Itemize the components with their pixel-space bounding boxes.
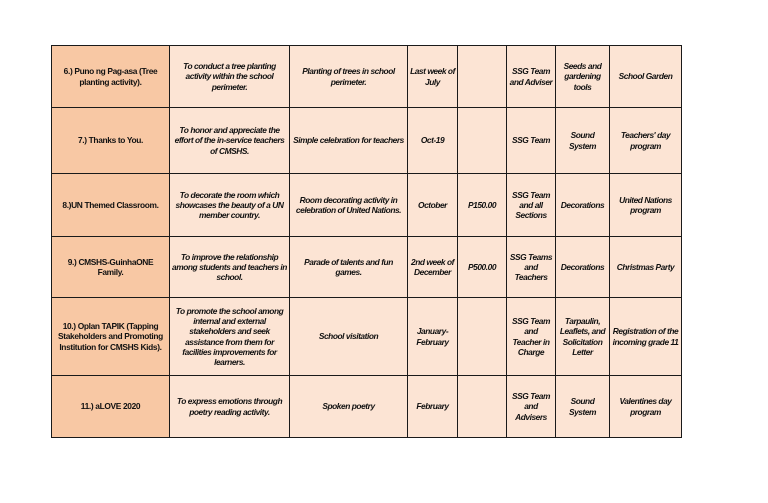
persons-involved-cell: SSG Team and all Sections [507, 174, 556, 237]
persons-involved-cell: SSG Team and Adviser [507, 46, 556, 108]
budget-cell: P500.00 [458, 237, 507, 298]
budget-cell [458, 46, 507, 108]
objective-cell: To conduct a tree planting activity within the school perimeter. [170, 46, 290, 108]
description-cell: Spoken poetry [290, 376, 408, 438]
description-cell: Room decorating activity in celebration of United Nations. [290, 174, 408, 237]
persons-involved-cell: SSG Team and Advisers [507, 376, 556, 438]
resources-cell: Decorations [556, 174, 610, 237]
resources-cell: Sound System [556, 108, 610, 174]
output-cell: Christmas Party [610, 237, 682, 298]
resources-cell: Sound System [556, 376, 610, 438]
objective-cell: To decorate the room which showcases the beauty of a UN member country. [170, 174, 290, 237]
activity-plan-table [51, 45, 682, 438]
time-frame-cell: February [408, 376, 458, 438]
time-frame-cell: 2nd week of December [408, 237, 458, 298]
table-row [52, 376, 682, 438]
table-row [52, 237, 682, 298]
time-frame-cell: Last week of July [408, 46, 458, 108]
description-cell: Parade of talents and fun games. [290, 237, 408, 298]
activity-cell: 9.) CMSHS-GuinhaONE Family. [52, 237, 170, 298]
resources-cell: Decorations [556, 237, 610, 298]
activity-cell: 6.) Puno ng Pag-asa (Tree planting activity). [52, 46, 170, 108]
time-frame-cell: Oct-19 [408, 108, 458, 174]
table-row [52, 298, 682, 376]
budget-cell [458, 298, 507, 376]
objective-cell: To improve the relationship among students and teachers in school. [170, 237, 290, 298]
objective-cell: To express emotions through poetry reading activity. [170, 376, 290, 438]
table-row [52, 108, 682, 174]
budget-cell [458, 108, 507, 174]
description-cell: Simple celebration for teachers [290, 108, 408, 174]
budget-cell [458, 376, 507, 438]
budget-cell: P150.00 [458, 174, 507, 237]
activity-cell: 8.)UN Themed Classroom. [52, 174, 170, 237]
output-cell: School Garden [610, 46, 682, 108]
description-cell: Planting of trees in school perimeter. [290, 46, 408, 108]
activity-cell: 10.) Oplan TAPIK (Tapping Stakeholders and Promoting Institution for CMSHS Kids). [52, 298, 170, 376]
time-frame-cell: October [408, 174, 458, 237]
objective-cell: To honor and appreciate the effort of the in-service teachers of CMSHS. [170, 108, 290, 174]
table-row [52, 174, 682, 237]
output-cell: Valentines day program [610, 376, 682, 438]
resources-cell: Seeds and gardening tools [556, 46, 610, 108]
table-row [52, 46, 682, 108]
output-cell: Teachers' day program [610, 108, 682, 174]
time-frame-cell: January-February [408, 298, 458, 376]
output-cell: Registration of the incoming grade 11 [610, 298, 682, 376]
persons-involved-cell: SSG Team and Teacher in Charge [507, 298, 556, 376]
persons-involved-cell: SSG Teams and Teachers [507, 237, 556, 298]
objective-cell: To promote the school among internal and external stakeholders and seek assistance from them for facilities improvements for learners. [170, 298, 290, 376]
persons-involved-cell: SSG Team [507, 108, 556, 174]
description-cell: School visitation [290, 298, 408, 376]
output-cell: United Nations program [610, 174, 682, 237]
resources-cell: Tarpaulin, Leaflets, and Solicitation Letter [556, 298, 610, 376]
activity-cell: 11.) aLOVE 2020 [52, 376, 170, 438]
activity-cell: 7.) Thanks to You. [52, 108, 170, 174]
